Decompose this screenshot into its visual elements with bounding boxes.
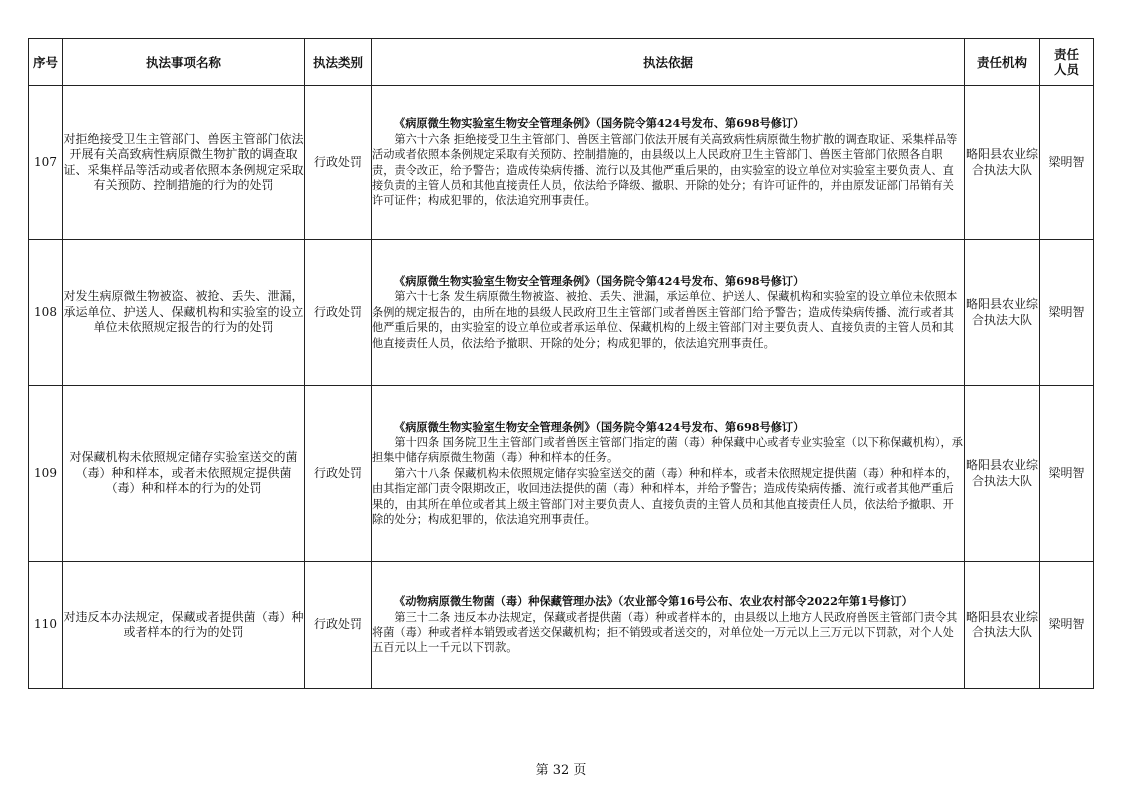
page-number: 第 32 页 (535, 763, 587, 778)
row-item-name: 对保藏机构未依照规定储存实验室送交的菌（毒）种和样本，或者未依照规定提供菌（毒）种和样本的行为的处罚 (63, 386, 305, 562)
row-basis (372, 240, 965, 386)
row-basis (372, 86, 965, 240)
row-org: 略阳县农业综合执法大队 (965, 562, 1040, 689)
row-org: 略阳县农业综合执法大队 (965, 86, 1040, 240)
header-basis: 执法依据 (372, 39, 965, 86)
header-org: 责任机构 (965, 39, 1040, 86)
table-row (29, 386, 1094, 562)
row-category: 行政处罚 (305, 86, 372, 240)
law-article: 第十四条 国务院卫生主管部门或者兽医主管部门指定的菌（毒）种保藏中心或者专业实验室（以下称保藏机构），承担集中储存病原微生物菌（毒）种和样本的任务。 (372, 435, 963, 465)
enforcement-table (28, 38, 1094, 689)
row-category: 行政处罚 (305, 240, 372, 386)
law-article: 第六十六条 拒绝接受卫生主管部门、兽医主管部门依法开展有关高致病性病原微生物扩散的调查取证、采集样品等活动或者依照本条例规定采取有关预防、控制措施的，由县级以上人民政府卫生主管部门、兽医主管部门依照各自职责，责令改正，给予警告；造成传染病传播、流行以及其他严重后果的，由实验室的设立单位对实验室主要负责人、直接负责的主管人员和其他直接责任人员，依法给予降级、撤职、开除的处分；有许可证件的，并由原发证部门吊销有关许可证件；构成犯罪的，依法追究刑事责任。 (372, 132, 958, 208)
row-item-name: 对违反本办法规定，保藏或者提供菌（毒）种或者样本的行为的处罚 (63, 562, 305, 689)
law-article: 第六十七条 发生病原微生物被盗、被抢、丢失、泄漏，承运单位、护送人、保藏机构和实验室的设立单位未依照本条例的规定报告的，由所在地的县级人民政府卫生主管部门或者兽医主管部门给予警告；造成传染病传播、流行或者其他严重后果的，由实验室的设立单位或者承运单位、保藏机构的上级主管部门对主要负责人、直接负责的主管人员和其他直接责任人员，依法给予撤职、开除的处分；构成犯罪的，依法追究刑事责任。 (372, 290, 958, 350)
row-org: 略阳县农业综合执法大队 (965, 240, 1040, 386)
row-person: 梁明智 (1040, 240, 1094, 386)
header-seq: 序号 (29, 39, 63, 86)
law-title: 《动物病原微生物菌（毒）种保藏管理办法》（农业部令第16号公布、农业农村部令2022年第1号修订） (394, 594, 913, 609)
table-row (29, 562, 1094, 689)
row-category: 行政处罚 (305, 386, 372, 562)
law-title: 《病原微生物实验室生物安全管理条例》（国务院令第424号发布、第698号修订） (394, 419, 805, 434)
row-basis (372, 562, 965, 689)
row-person: 梁明智 (1040, 386, 1094, 562)
row-seq: 110 (29, 562, 63, 689)
law-title: 《病原微生物实验室生物安全管理条例》（国务院令第424号发布、第698号修订） (394, 273, 805, 288)
row-item-name: 对拒绝接受卫生主管部门、兽医主管部门依法开展有关高致病性病原微生物扩散的调查取证、采集样品等活动或者依照本条例规定采取有关预防、控制措施的行为的处罚 (63, 86, 305, 240)
header-person: 责任人员 (1040, 39, 1094, 86)
header-category: 执法类别 (305, 39, 372, 86)
table-row (29, 240, 1094, 386)
row-category: 行政处罚 (305, 562, 372, 689)
header-name: 执法事项名称 (63, 39, 305, 86)
row-basis (372, 386, 965, 562)
row-org: 略阳县农业综合执法大队 (965, 386, 1040, 562)
law-article: 第六十八条 保藏机构未依照规定储存实验室送交的菌（毒）种和样本，或者未依照规定提供菌（毒）种和样本的，由其指定部门责令限期改正，收回违法提供的菌（毒）种和样本，并给予警告；造成传染病传播、流行或者其他严重后果的，由其所在单位或者其上级主管部门对主要负责人、直接负责的主管人员和其他直接责任人员，依法给予撤职、开除的处分；构成犯罪的，依法追究刑事责任。 (372, 466, 958, 527)
row-seq: 108 (29, 240, 63, 386)
table-row (29, 86, 1094, 240)
row-person: 梁明智 (1040, 562, 1094, 689)
row-seq: 107 (29, 86, 63, 240)
law-article: 第三十二条 违反本办法规定，保藏或者提供菌（毒）种或者样本的，由县级以上地方人民政府兽医主管部门责令其将菌（毒）种或者样本销毁或者送交保藏机构；拒不销毁或者送交的，对单位处一万元以上三万元以下罚款，对个人处五百元以上一千元以下罚款。 (372, 610, 958, 655)
law-title: 《病原微生物实验室生物安全管理条例》（国务院令第424号发布、第698号修订） (394, 116, 805, 131)
row-item-name: 对发生病原微生物被盗、被抢、丢失、泄漏，承运单位、护送人、保藏机构和实验室的设立单位未依照规定报告的行为的处罚 (63, 240, 305, 386)
table-header-row (29, 39, 1094, 86)
row-seq: 109 (29, 386, 63, 562)
row-person: 梁明智 (1040, 86, 1094, 240)
